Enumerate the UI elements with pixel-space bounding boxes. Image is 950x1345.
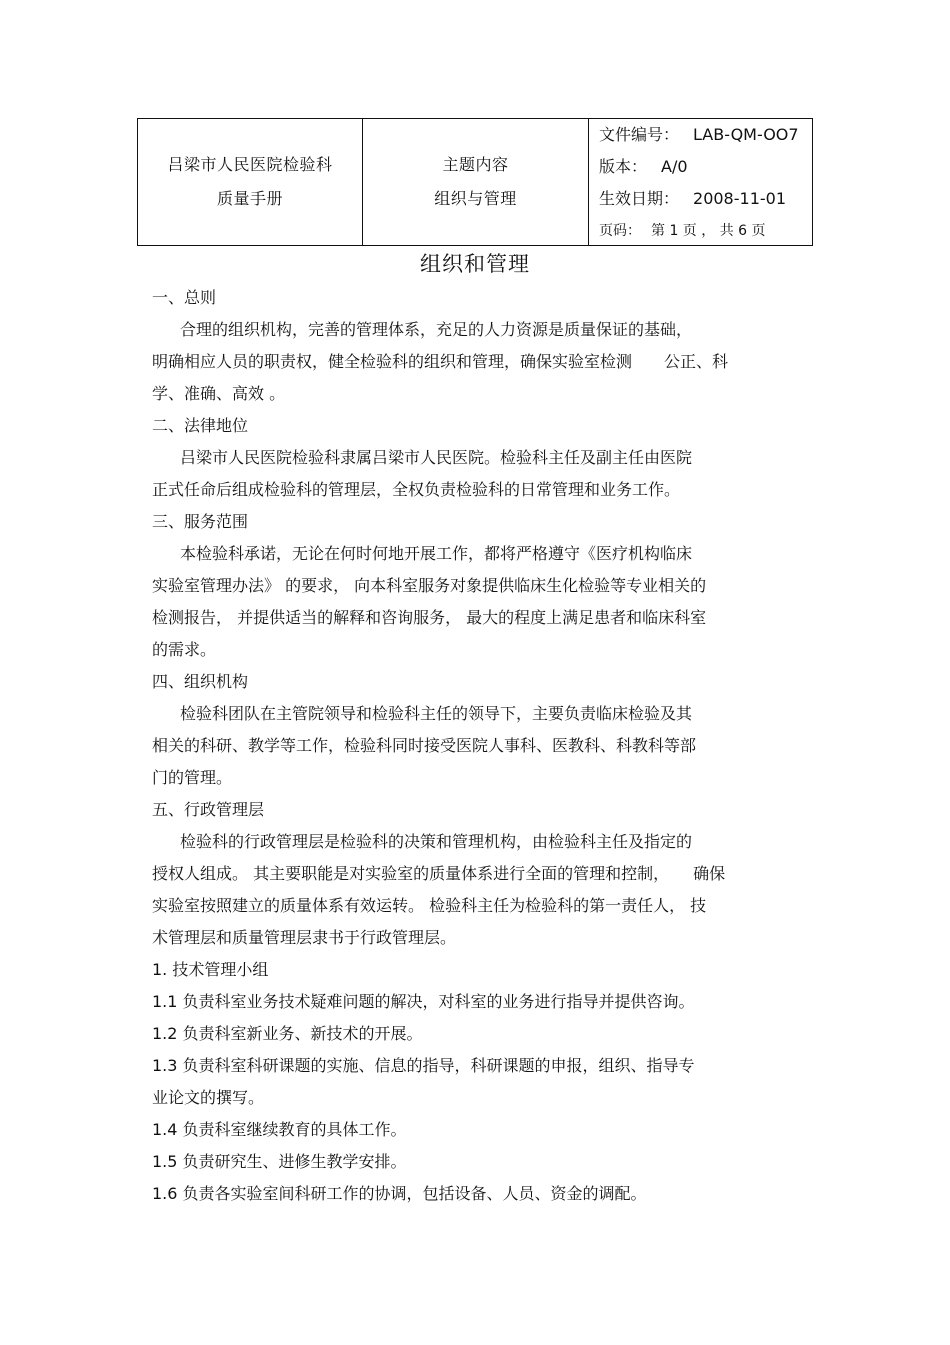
file-number-row (589, 119, 799, 151)
paragraph-line: 的需求。 (152, 640, 217, 659)
paragraph-line: 检测报告， 并提供适当的解释和咨询服务， 最大的程度上满足患者和临床科室 (152, 608, 707, 627)
page-number-row (589, 215, 766, 247)
paragraph-line: 门的管理。 (152, 768, 233, 787)
paragraph-line: 明确相应人员的职责权，健全检验科的组织和管理，确保实验室检测 公正、科 (152, 352, 729, 371)
paragraph-line: 检验科团队在主管院领导和检验科主任的领导下，主要负责临床检验及其 (180, 704, 693, 723)
list-item: 1.4 负责科室继续教育的具体工作。 (152, 1120, 407, 1139)
version-value: A/0 (661, 157, 688, 176)
effective-date-row (589, 183, 786, 215)
section-heading: 三、服务范围 (152, 512, 249, 531)
list-item: 1.1 负责科室业务技术疑难问题的解决，对科室的业务进行指导并提供咨询。 (152, 992, 695, 1011)
meta-cell (589, 119, 812, 245)
paragraph-line: 学、准确、高效 。 (152, 384, 286, 403)
paragraph-line: 授权人组成。 其主要职能是对实验室的质量体系进行全面的管理和控制， 确保 (152, 864, 726, 883)
list-item: 1.6 负责各实验室间科研工作的协调，包括设备、人员、资金的调配。 (152, 1184, 647, 1203)
paragraph-line: 实验室按照建立的质量体系有效运转。 检验科主任为检验科的第一责任人， 技 (152, 896, 707, 915)
org-name: 吕梁市人民医院检验科 (167, 155, 333, 174)
paragraph-line: 吕梁市人民医院检验科隶属吕梁市人民医院。检验科主任及副主任由医院 (180, 448, 693, 467)
header-table (137, 118, 813, 246)
page-number-label: 页码： (599, 223, 641, 239)
subject-value: 组织与管理 (434, 189, 517, 208)
subsection-heading: 1. 技术管理小组 (152, 960, 269, 979)
list-item: 1.5 负责研究生、进修生教学安排。 (152, 1152, 407, 1171)
subject-label: 主题内容 (442, 155, 509, 174)
file-number-value: LAB-QM-OO7 (693, 125, 799, 144)
paragraph-line: 本检验科承诺，无论在何时何地开展工作，都将严格遵守《医疗机构临床 (180, 544, 693, 563)
file-number-label: 文件编号： (599, 125, 680, 144)
list-item: 1.2 负责科室新业务、新技术的开展。 (152, 1024, 423, 1043)
org-cell (138, 119, 363, 245)
version-row (589, 151, 688, 183)
paragraph-line: 正式任命后组成检验科的管理层，全权负责检验科的日常管理和业务工作。 (152, 480, 681, 499)
paragraph-line: 检验科的行政管理层是检验科的决策和管理机构，由检验科主任及指定的 (180, 832, 693, 851)
paragraph-line: 术管理层和质量管理层隶书于行政管理层。 (152, 928, 457, 947)
list-item-continuation: 业论文的撰写。 (152, 1088, 265, 1107)
manual-name: 质量手册 (216, 189, 283, 208)
section-heading: 二、法律地位 (152, 416, 249, 435)
subject-cell (363, 119, 589, 245)
section-heading: 四、组织机构 (152, 672, 249, 691)
paragraph-line: 实验室管理办法》 的要求， 向本科室服务对象提供临床生化检验等专业相关的 (152, 576, 707, 595)
effective-date-label: 生效日期： (599, 189, 680, 208)
page-number-value: 第 1 页 ， 共 6 页 (651, 223, 766, 239)
paragraph-line: 相关的科研、教学等工作，检验科同时接受医院人事科、医教科、科教科等部 (152, 736, 697, 755)
version-label: 版本： (599, 157, 648, 176)
section-heading: 五、行政管理层 (152, 800, 265, 819)
section-heading: 一、总则 (152, 288, 217, 307)
document-title: 组织和管理 (420, 252, 530, 276)
effective-date-value: 2008-11-01 (693, 189, 786, 208)
paragraph-line: 合理的组织机构，完善的管理体系，充足的人力资源是质量保证的基础， (180, 320, 693, 339)
list-item: 1.3 负责科室科研课题的实施、信息的指导，科研课题的申报，组织、指导专 (152, 1056, 695, 1075)
